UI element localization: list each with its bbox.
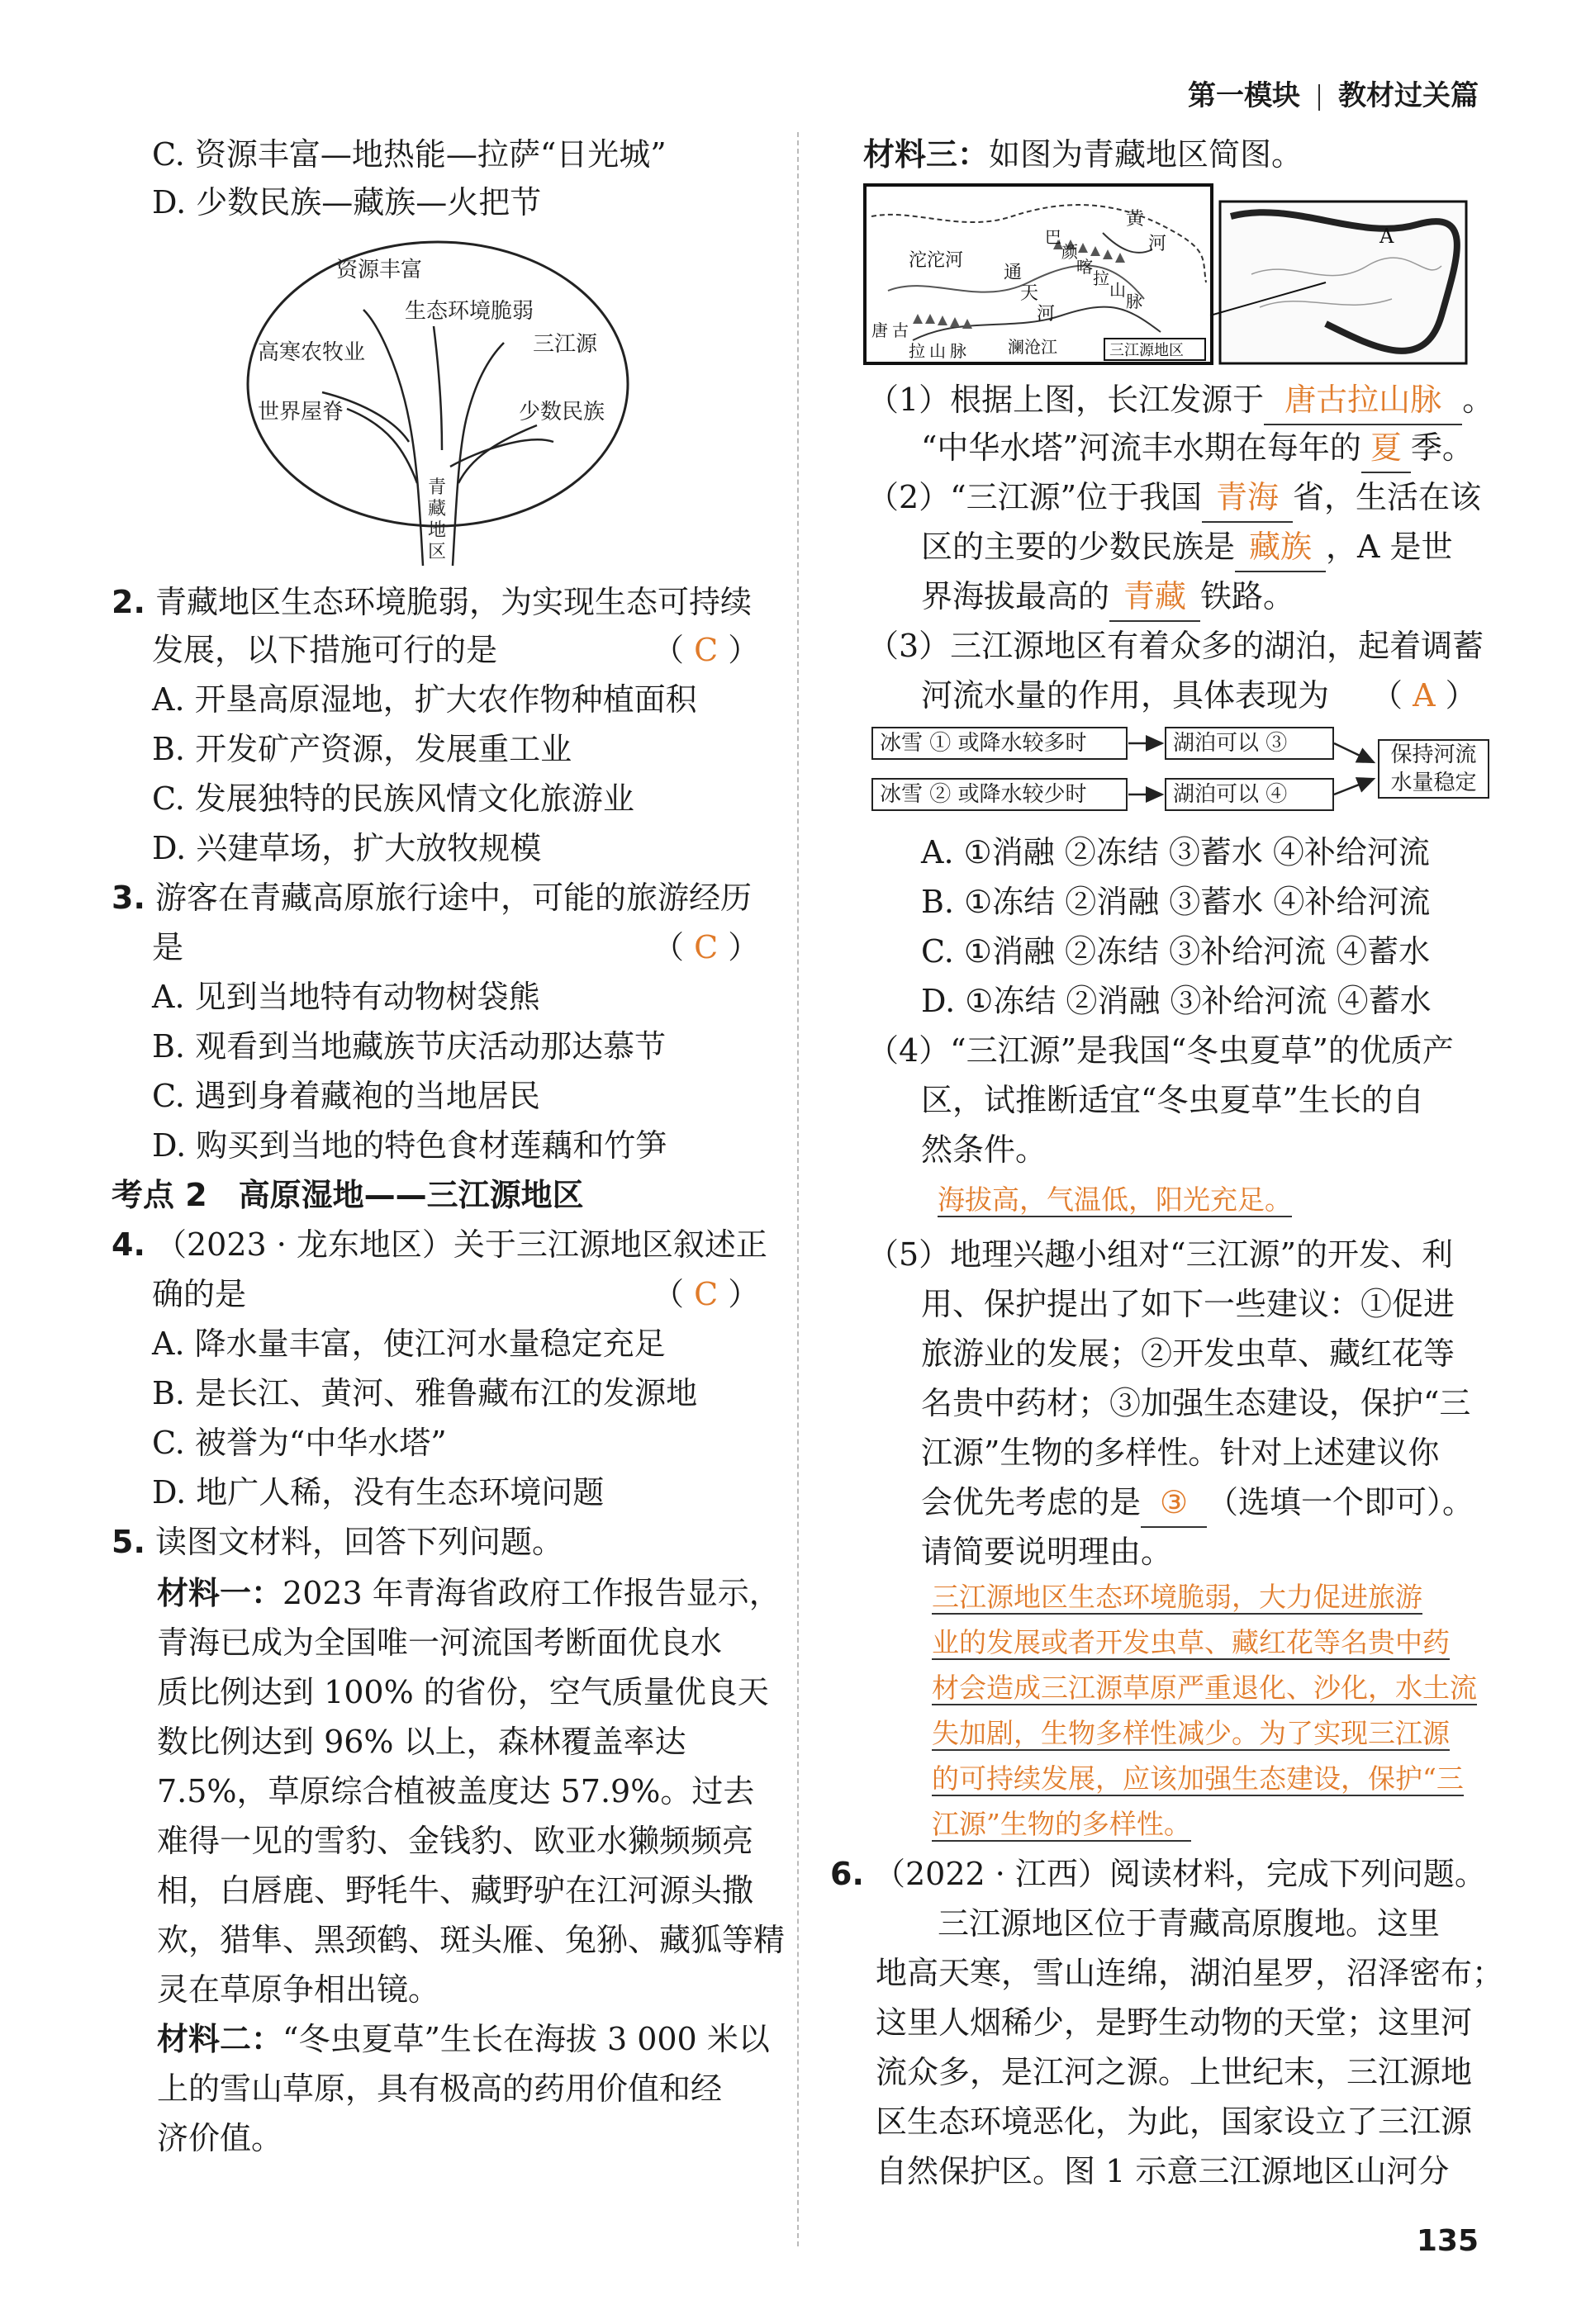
map-label-lancang: 澜沧江 — [1008, 337, 1057, 357]
q3-number: 3. — [112, 880, 145, 916]
p5-answer-line6 — [932, 1801, 1191, 1847]
branch-ecology: 生态环境脆弱 — [405, 299, 534, 324]
q2-answer-bracket: （ C ） — [653, 632, 760, 668]
root-char-2: 藏 — [428, 499, 447, 519]
q3-stem-line1 — [112, 874, 752, 922]
material2-label: 材料二： — [157, 2021, 283, 2057]
p2-blank-ethnic: 藏族 — [1235, 523, 1326, 572]
material1-line6: 难得一见的雪豹、金钱豹、欧亚水獭频频亮 — [157, 1823, 754, 1859]
map-label-mai1: 脉 — [1126, 292, 1142, 311]
p5-answer-text6: 江源”生物的多样性。 — [932, 1808, 1191, 1840]
p1-blank-season: 夏 — [1361, 424, 1411, 473]
branch-agriculture: 高寒农牧业 — [258, 340, 366, 365]
map-label-tang: 唐 — [871, 320, 888, 340]
tree-diagram — [240, 235, 636, 574]
q6-stem-text: （2022 · 江西）阅读材料，完成下列问题。 — [873, 1856, 1486, 1892]
p2-text2: 区的主要的少数民族是 — [921, 529, 1236, 565]
q4-stem-line1 — [112, 1221, 767, 1269]
p3-answer-bracket: （ A ） — [1371, 677, 1477, 714]
map-legend-label: 三江源地区 — [1109, 342, 1184, 359]
material3-text: 如图为青藏地区简图。 — [989, 136, 1303, 173]
p5-answer-text5: 的可持续发展，应该加强生态建设，保护“三 — [932, 1762, 1464, 1795]
module-label: 第一模块 — [1188, 79, 1300, 112]
section-title: 考点 2 高原湿地——三江源地区 — [112, 1177, 584, 1213]
p5-text6: 会优先考虑的是 — [921, 1484, 1142, 1520]
p5-line2: 用、保护提出了如下一些建议：①促进 — [921, 1286, 1455, 1322]
q3-stem-line2: 是 — [152, 929, 184, 965]
flow-box-c: 冰雪 ② 或降水较少时 — [871, 778, 1128, 811]
p5-answer-text2: 业的发展或者开发虫草、藏红花等名贵中药 — [932, 1626, 1450, 1658]
map-label-gu: 古 — [892, 320, 909, 340]
map-label-la2: 拉 — [909, 341, 925, 361]
q6-text-line6: 自然保护区。图 1 示意三江源地区山河分 — [876, 2153, 1450, 2189]
branch-sanjiangyuan: 三江源 — [533, 332, 598, 357]
p4-line2: 区，试推断适宜“冬虫夏草”生长的自 — [921, 1082, 1424, 1118]
material2-line3: 济价值。 — [157, 2120, 283, 2156]
p1-text2: “中华水塔”河流丰水期在每年的 — [921, 429, 1361, 466]
flow-box-a: 冰雪 ① 或降水较多时 — [871, 727, 1128, 760]
q4-stem-text1: （2023 · 龙东地区）关于三江源地区叙述正 — [154, 1226, 767, 1263]
q1-option-d: D. 少数民族—藏族—火把节 — [152, 184, 542, 221]
q2-stem-line2: 发展，以下措施可行的是 — [152, 632, 498, 668]
section-label: 教材过关篇 — [1338, 79, 1479, 112]
p5-line1: （5）地理兴趣小组对“三江源”的开发、利 — [867, 1236, 1454, 1273]
p5-blank-choice: ③ — [1141, 1478, 1207, 1528]
material2-line1 — [157, 2015, 770, 2063]
column-divider — [797, 132, 799, 2246]
p4-line3: 然条件。 — [921, 1131, 1047, 1168]
map-label-tong: 通 — [1004, 263, 1023, 283]
q2-stem-text1: 青藏地区生态环境脆弱，为实现生态可持续 — [154, 584, 752, 620]
p4-answer-text: 海拔高，气温低，阳光充足。 — [938, 1183, 1292, 1216]
p5-line5: 江源”生物的多样性。针对上述建议你 — [921, 1435, 1440, 1471]
map-label-a: A — [1379, 225, 1394, 248]
material1-line8: 欢，猎隼、黑颈鹤、斑头雁、兔狲、藏狐等精 — [157, 1922, 786, 1958]
q6-text-line4: 流众多，是江河之源。上世纪末，三江源地 — [876, 2054, 1473, 2090]
flow-box-e-line2: 水量稳定 — [1390, 771, 1477, 795]
p5-answer-text4: 失加剧，生物多样性减少。为了实现三江源 — [932, 1717, 1450, 1749]
map-label-la1: 拉 — [1093, 268, 1109, 288]
q2-option-d: D. 兴建草场，扩大放牧规模 — [152, 830, 542, 866]
p4-answer — [938, 1177, 1292, 1222]
q4-number: 4. — [112, 1226, 145, 1263]
q2-stem-line1 — [112, 578, 752, 626]
q3-option-c: C. 遇到身着藏袍的当地居民 — [152, 1078, 540, 1114]
q5-number: 5. — [112, 1524, 145, 1560]
p1-blank-source: 唐古拉山脉 — [1264, 376, 1462, 425]
p4-line1: （4）“三江源”是我国“冬虫夏草”的优质产 — [867, 1032, 1454, 1069]
p5-answer-line1 — [932, 1574, 1422, 1620]
p2-blank-railway: 青藏 — [1109, 572, 1200, 622]
q5-stem-text: 读图文材料，回答下列问题。 — [154, 1524, 563, 1560]
map-label-he2: 河 — [1148, 234, 1167, 254]
p5-line6 — [921, 1478, 1474, 1528]
header-divider — [1318, 84, 1320, 111]
flow-box-d: 湖泊可以 ④ — [1165, 778, 1334, 811]
map-label-ba: 巴 — [1045, 227, 1061, 247]
flow-box-e-line1: 保持河流 — [1390, 742, 1477, 767]
p1-line2 — [921, 424, 1474, 473]
q6-stem — [830, 1850, 1486, 1898]
q4-answer-bracket: （ C ） — [653, 1276, 760, 1312]
q6-text-line3: 这里人烟稀少，是野生动物的天堂；这里河 — [876, 2004, 1473, 2041]
material1-line5: 7.5%，草原综合植被盖度达 57.9%。过去 — [157, 1773, 755, 1809]
q3-option-a: A. 见到当地特有动物树袋熊 — [152, 979, 540, 1015]
p5-answer-line2 — [932, 1620, 1450, 1665]
q3-option-d: D. 购买到当地的特色食材莲藕和竹笋 — [152, 1127, 667, 1164]
p3-option-a: A. ①消融 ②冻结 ③蓄水 ④补给河流 — [921, 834, 1430, 870]
p1-line1 — [867, 376, 1493, 425]
branch-resources: 资源丰富 — [336, 258, 423, 282]
p2-text1: （2）“三江源”位于我国 — [867, 479, 1203, 515]
map-label-he1: 河 — [1037, 304, 1056, 325]
p1-text2-end: 季。 — [1410, 429, 1474, 466]
q2-option-b: B. 开发矿产资源，发展重工业 — [152, 731, 572, 767]
material2-text1: “冬虫夏草”生长在海拔 3 000 米以 — [283, 2021, 770, 2057]
p2-blank-province: 青海 — [1202, 473, 1293, 523]
q2-option-c: C. 发展独特的民族风情文化旅游业 — [152, 780, 634, 817]
q6-text-line5: 区生态环境恶化，为此，国家设立了三江源 — [876, 2103, 1473, 2140]
q4-option-b: B. 是长江、黄河、雅鲁藏布江的发源地 — [152, 1375, 698, 1411]
q4-option-a: A. 降水量丰富，使江河水量稳定充足 — [152, 1326, 666, 1362]
root-char-1: 青 — [428, 477, 447, 498]
p3-answer: A — [1413, 677, 1436, 714]
map-label-tian: 天 — [1020, 283, 1039, 304]
q1-option-c: C. 资源丰富—地热能—拉萨“日光城” — [152, 136, 667, 173]
p3-line1: （3）三江源地区有着众多的湖泊，起着调蓄 — [867, 628, 1484, 664]
q2-answer: C — [694, 632, 719, 668]
material3-line — [863, 130, 1303, 178]
q4-answer: C — [694, 1276, 719, 1312]
q2-option-a: A. 开垦高原湿地，扩大农作物种植面积 — [152, 681, 697, 718]
p1-period: 。 — [1462, 382, 1494, 418]
p3-option-c: C. ①消融 ②冻结 ③补给河流 ④蓄水 — [921, 933, 1431, 970]
page-number: 135 — [1416, 2224, 1479, 2258]
material1-line2: 青海已成为全国唯一河流国考断面优良水 — [157, 1624, 723, 1661]
flow-box-b: 湖泊可以 ③ — [1165, 727, 1334, 760]
q3-option-b: B. 观看到当地藏族节庆活动那达慕节 — [152, 1028, 667, 1065]
page-header — [1188, 73, 1479, 113]
material1-label: 材料一： — [157, 1575, 283, 1611]
p5-answer-line5 — [932, 1756, 1464, 1801]
p2-text1-end: 省，生活在该 — [1293, 479, 1482, 515]
q4-option-d: D. 地广人稀，没有生态环境问题 — [152, 1474, 605, 1511]
material1-line4: 数比例达到 96% 以上，森林覆盖率达 — [157, 1724, 686, 1760]
p5-answer-text3: 材会造成三江源草原严重退化、沙化，水土流 — [932, 1672, 1477, 1704]
p5-answer-line3 — [932, 1665, 1477, 1710]
q6-text-line1: 三江源地区位于青藏高原腹地。这里 — [938, 1905, 1441, 1942]
material1-line1 — [157, 1569, 781, 1617]
p3-line2: 河流水量的作用，具体表现为 — [921, 677, 1330, 714]
p5-line4: 名贵中药材；③加强生态建设，保护“三 — [921, 1385, 1471, 1421]
map-label-shan2: 山 — [929, 341, 946, 361]
material3-label: 材料三： — [863, 136, 990, 173]
p2-line1 — [867, 473, 1481, 523]
q3-answer-bracket: （ C ） — [653, 929, 760, 965]
p5-answer-line4 — [932, 1710, 1450, 1756]
q4-option-c: C. 被誉为“中华水塔” — [152, 1425, 447, 1461]
q3-answer: C — [694, 929, 719, 965]
p2-line3 — [921, 572, 1294, 622]
material2-line2: 上的雪山草原，具有极高的药用价值和经 — [157, 2070, 723, 2107]
flow-arrows — [871, 723, 1483, 822]
p5-text6-end: （选填一个即可）。 — [1207, 1484, 1474, 1520]
q5-stem — [112, 1518, 563, 1566]
root-char-3: 地 — [428, 520, 447, 541]
p3-option-d: D. ①冻结 ②消融 ③补给河流 ④蓄水 — [921, 983, 1432, 1019]
q4-stem-line2: 确的是 — [152, 1276, 247, 1312]
branch-roof: 世界屋脊 — [258, 400, 344, 424]
map-label-yan: 颜 — [1061, 242, 1078, 262]
material1-line3: 质比例达到 100% 的省份，空气质量优良天 — [157, 1674, 769, 1710]
p5-answer-text1: 三江源地区生态环境脆弱，大力促进旅游 — [932, 1581, 1422, 1613]
q6-text-line2: 地高天寒，雪山连绵，湖泊星罗，沼泽密布； — [876, 1955, 1504, 1991]
material1-text1: 2023 年青海省政府工作报告显示， — [283, 1575, 781, 1611]
map-label-tuotuo: 沱沱河 — [909, 250, 964, 271]
q3-stem-text1: 游客在青藏高原旅行途中，可能的旅游经历 — [154, 880, 752, 916]
branch-minority: 少数民族 — [519, 400, 605, 424]
map-label-huang: 黄 — [1126, 209, 1145, 230]
p2-text3: 界海拔最高的 — [921, 578, 1110, 614]
q2-number: 2. — [112, 584, 145, 620]
p3-option-b: B. ①冻结 ②消融 ③蓄水 ④补给河流 — [921, 884, 1431, 920]
p5-line7: 请简要说明理由。 — [921, 1534, 1173, 1570]
map-label-shan1: 山 — [1109, 280, 1126, 300]
q6-number: 6. — [830, 1856, 864, 1892]
map-label-mai2: 脉 — [950, 341, 966, 361]
qinghai-tibet-map — [863, 183, 1474, 367]
p5-line3: 旅游业的发展；②开发虫草、藏红花等 — [921, 1335, 1455, 1372]
material1-line7: 相，白唇鹿、野牦牛、藏野驴在江河源头撒 — [157, 1872, 754, 1909]
p2-line2 — [921, 523, 1453, 572]
map-label-ka: 喀 — [1076, 257, 1093, 277]
p1-text: （1）根据上图，长江发源于 — [867, 382, 1265, 418]
root-char-4: 区 — [428, 542, 447, 562]
material1-line9: 灵在草原争相出镜。 — [157, 1971, 440, 2008]
p2-text2-end: ，A 是世 — [1326, 529, 1453, 565]
p2-text3-end: 铁路。 — [1200, 578, 1295, 614]
